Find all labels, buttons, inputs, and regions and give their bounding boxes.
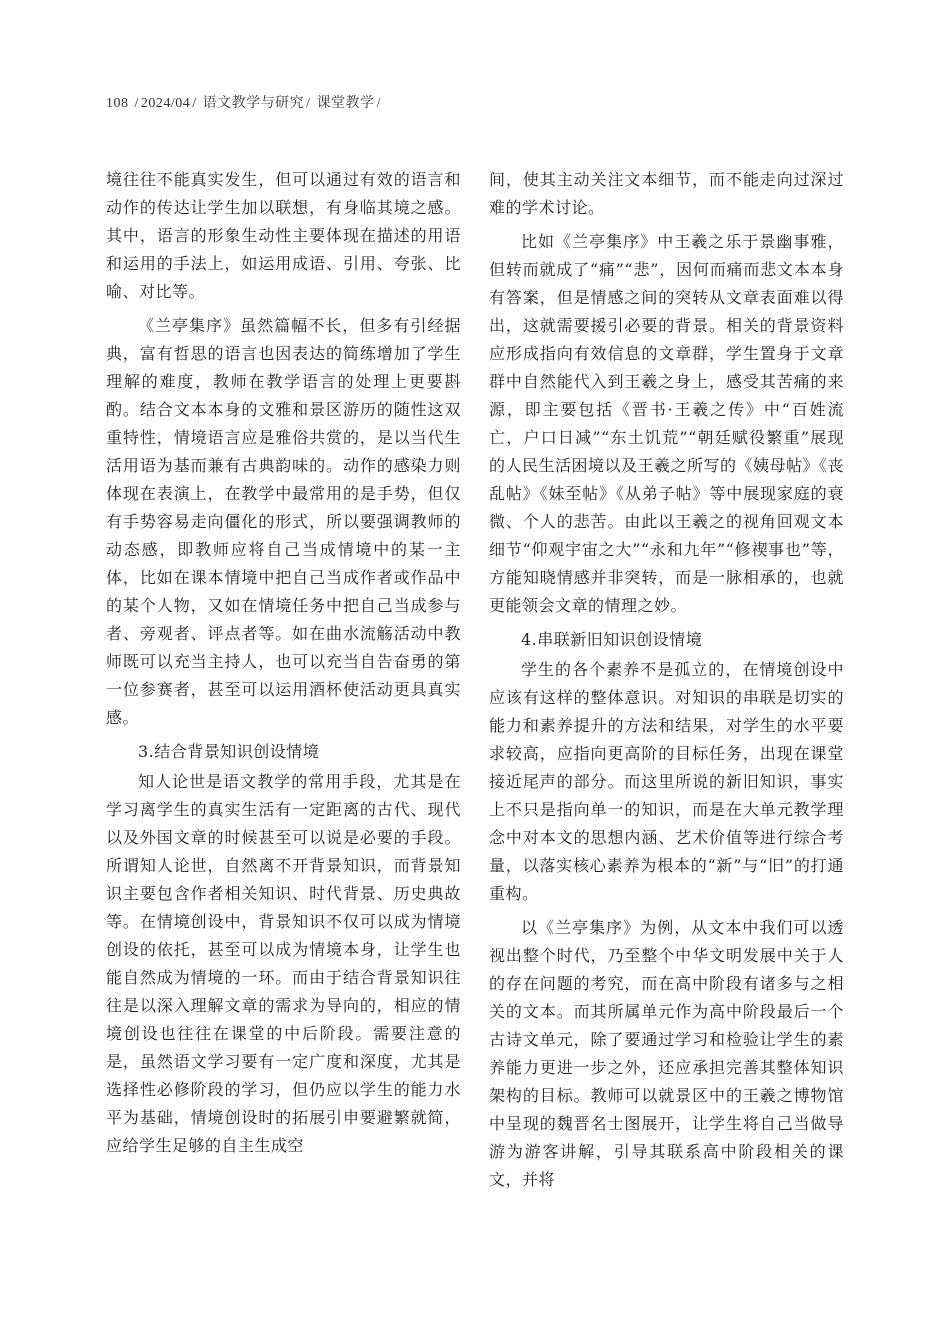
page-number: 108 xyxy=(106,96,129,111)
paragraph: 间，使其主动关注文本细节，而不能走向过深过难的学术讨论。 xyxy=(489,170,844,217)
section-heading: 4.串联新旧知识创设情境 xyxy=(521,630,703,649)
left-column xyxy=(106,166,461,1166)
paragraph: 学生的各个素养不是孤立的，在情境创设中应该有这样的整体意识。对知识的串联是切实的能力和素养提升的方法和结果，对学生的水平要求较高，应指向更高阶的目标任务，出现在课堂接近尾声的部分。而这里所说的新旧知识，事实上不只是指向单一的知识，而是在大单元教学理念中对本文的思想内涵、艺术价值等进行综合考量，以落实核心素养为根本的“新”与“旧”的打通重构。 xyxy=(489,660,844,903)
running-header: 108 / 2024/04 / 语文教学与研究 / 课堂教学 / xyxy=(106,96,381,111)
paragraph: 《兰亭集序》虽然篇幅不长，但多有引经据典，富有哲思的语言也因表达的简练增加了学生理解的难度，教师在教学语言的处理上更要斟酌。结合文本本身的文雅和景区游历的随性这双重特性，情境语言应是雅俗共赏的，是以当代生活用语为基而兼有古典韵味的。动作的感染力则体现在表演上，在教学中最常用的是手势，但仅有手势容易走向僵化的形式，所以要强调教师的动态感，即教师应将自己当成情境中的某一主体，比如在课本情境中把自己当成作者或作品中的某个人物，又如在情境任务中把自己当成参与者、旁观者、评点者等。如在曲水流觞活动中教师既可以充当主持人，也可以充当自告奋勇的第一位参赛者，甚至可以运用酒杯使活动更具真实感。 xyxy=(106,316,461,727)
paragraph: 以《兰亭集序》为例，从文本中我们可以透视出整个时代，乃至整个中华文明发展中关于人的存在问题的考究，而在高中阶段有诸多与之相关的文本。而其所属单元作为高中阶段最后一个古诗文单元，除了要通过学习和检验让学生的素养能力更进一步之外，还应承担完善其整体知识架构的目标。教师可以就景区中的王羲之博物馆中呈现的魏晋名士图展开，让学生将自己当做导游为游客讲解，引导其联系高中阶段相关的课文，并将 xyxy=(489,918,844,1189)
journal-title: 语文教学与研究 xyxy=(202,96,305,111)
paragraph: 知人论世是语文教学的常用手段，尤其是在学习离学生的真实生活有一定距离的古代、现代以及外国文章的时候甚至可以说是必要的手段。所谓知人论世，自然离不开背景知识，而背景知识主要包含作者相关知识、时代背景、历史典故等。在情境创设中，背景知识不仅可以成为情境创设的依托，甚至可以成为情境本身，让学生也能自然成为情境的一环。而由于结合背景知识往往是以深入理解文章的需求为导向的，相应的情境创设也往往在课堂的中后阶段。需要注意的是，虽然语文学习要有一定广度和深度，尤其是选择性必修阶段的学习，但仍应以学生的能力水平为基础，情境创设时的拓展引申要避繁就简，应给学生足够的自主生成空 xyxy=(106,772,461,1155)
issue-date: 2024/04 xyxy=(140,96,191,111)
section-heading: 3.结合背景知识创设情境 xyxy=(138,742,320,761)
paragraph: 境往往不能真实发生，但可以通过有效的语言和动作的传达让学生加以联想，有身临其境之感。其中，语言的形象生动性主要体现在描述的用语和运用的手法上，如运用成语、引用、夸张、比喻、对比等。 xyxy=(106,170,461,301)
right-column xyxy=(489,166,844,1200)
paragraph: 比如《兰亭集序》中王羲之乐于景幽事雅，但转而就成了“痛”“悲”，因何而痛而悲文本本身有答案，但是情感之间的突转从文章表面难以得出，这就需要援引必要的背景。相关的背景资料应形成指向有效信息的文章群，学生置身于文章群中自然能代入到王羲之身上，感受其苦痛的来源，即主要包括《晋书·王羲之传》中“百姓流亡，户口日减”“东土饥荒”“朝廷赋役繁重”展现的人民生活困境以及王羲之所写的《姨母帖》《丧乱帖》《妹至帖》《从弟子帖》等中展现家庭的衰微、个人的悲苦。由此以王羲之的视角回观文本细节“仰观宇宙之大”“永和九年”“修禊事也”等，方能知晓情感并非突转，而是一脉相承的，也就更能领会文章的情理之妙。 xyxy=(489,232,845,615)
section-name: 课堂教学 xyxy=(316,96,375,111)
